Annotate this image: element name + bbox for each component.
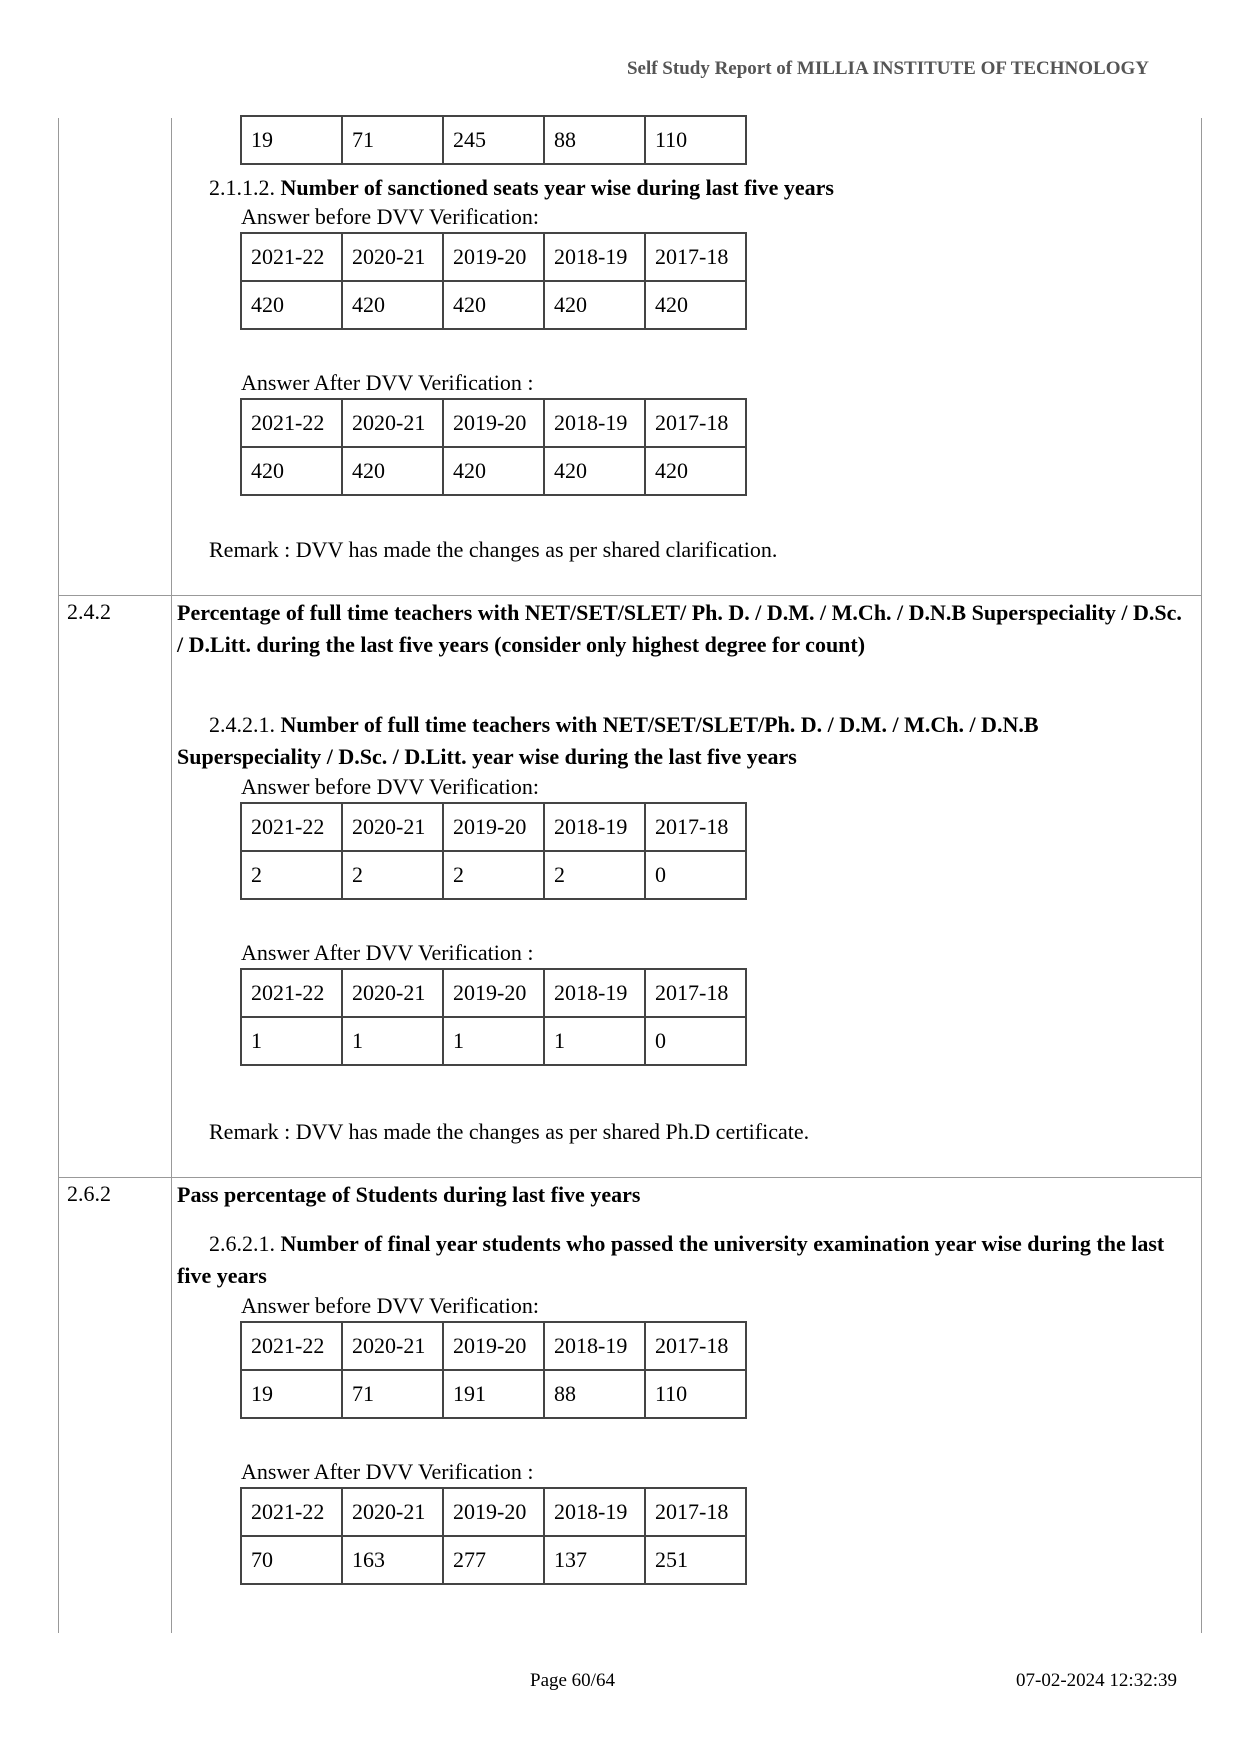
table-cell: 191: [443, 1370, 544, 1418]
year-header: 2017-18: [645, 233, 746, 281]
table-cell: 251: [645, 1536, 746, 1584]
answer-before-table: [240, 1321, 747, 1419]
table-cell: 1: [443, 1017, 544, 1065]
answer-after-table: [240, 1487, 747, 1585]
table-cell: 88: [544, 116, 645, 164]
year-header: 2019-20: [443, 233, 544, 281]
table-cell: 88: [544, 1370, 645, 1418]
answer-after-label: Answer After DVV Verification :: [241, 1459, 534, 1484]
metric-number: 2.6.2: [67, 1181, 111, 1206]
year-header: 2019-20: [443, 803, 544, 851]
sub-metric-code: 2.4.2.1.: [209, 712, 275, 737]
table-cell: 420: [241, 281, 342, 329]
year-header: 2019-20: [443, 1488, 544, 1536]
table-cell: 71: [342, 1370, 443, 1418]
metric-title: Percentage of full time teachers with NET/SET/SLET/ Ph. D. / D.M. / M.Ch. / D.N.B Superspeciality / D.Sc. / D.Litt. during the last five years (consider only highest degree for count): [177, 600, 1182, 657]
page-header: Self Study Report of MILLIA INSTITUTE OF TECHNOLOGY: [626, 58, 1149, 79]
year-header: 2021-22: [241, 1488, 342, 1536]
row-divider: [59, 595, 1201, 596]
answer-before-label: Answer before DVV Verification:: [241, 1293, 539, 1318]
sub-metric-title: Number of full time teachers with NET/SET/SLET/Ph. D. / D.M. / M.Ch. / D.N.B Superspeciality / D.Sc. / D.Litt. year wise during the last five years: [177, 712, 1039, 769]
table-cell: 420: [544, 281, 645, 329]
answer-after-table: [240, 968, 747, 1066]
year-header: 2020-21: [342, 969, 443, 1017]
year-header: 2020-21: [342, 399, 443, 447]
year-header: 2021-22: [241, 1322, 342, 1370]
table-cell: 420: [645, 281, 746, 329]
column-divider: [171, 118, 172, 1633]
table-cell: 420: [241, 447, 342, 495]
remark-text: Remark : DVV has made the changes as per shared Ph.D certificate.: [209, 1119, 810, 1144]
year-header: 2020-21: [342, 803, 443, 851]
year-header: 2017-18: [645, 1488, 746, 1536]
footer-timestamp: 07-02-2024 12:32:39: [1016, 1670, 1177, 1691]
table-cell: 2: [544, 851, 645, 899]
year-header: 2020-21: [342, 1488, 443, 1536]
table-cell: 0: [645, 1017, 746, 1065]
year-header: 2021-22: [241, 803, 342, 851]
table-cell: 420: [645, 447, 746, 495]
answer-before-label: Answer before DVV Verification:: [241, 204, 539, 229]
metric-number: 2.4.2: [67, 599, 111, 624]
answer-after-table: [240, 398, 747, 496]
table-cell: 2: [241, 851, 342, 899]
table-cell: 2: [443, 851, 544, 899]
sub-metric-code: 2.6.2.1.: [209, 1231, 275, 1256]
year-header: 2018-19: [544, 233, 645, 281]
year-header: 2017-18: [645, 969, 746, 1017]
year-header: 2018-19: [544, 399, 645, 447]
sub-metric-heading: [177, 709, 1187, 773]
previous-values-table: [240, 115, 747, 165]
table-cell: 70: [241, 1536, 342, 1584]
row-divider: [59, 1177, 1201, 1178]
table-cell: 420: [544, 447, 645, 495]
answer-before-label: Answer before DVV Verification:: [241, 774, 539, 799]
table-cell: 2: [342, 851, 443, 899]
metric-title: Pass percentage of Students during last five years: [177, 1182, 641, 1207]
sub-metric-title: Number of final year students who passed the university examination year wise during the last five years: [177, 1231, 1165, 1288]
table-cell: 277: [443, 1536, 544, 1584]
table-cell: 1: [342, 1017, 443, 1065]
table-cell: 19: [241, 1370, 342, 1418]
table-cell: 420: [342, 447, 443, 495]
year-header: 2021-22: [241, 969, 342, 1017]
table-cell: 163: [342, 1536, 443, 1584]
table-cell: 420: [443, 447, 544, 495]
year-header: 2018-19: [544, 1322, 645, 1370]
year-header: 2019-20: [443, 399, 544, 447]
sub-metric-title: Number of sanctioned seats year wise during last five years: [280, 175, 834, 200]
table-cell: 71: [342, 116, 443, 164]
year-header: 2018-19: [544, 803, 645, 851]
sub-metric-heading: [209, 172, 1189, 204]
year-header: 2021-22: [241, 233, 342, 281]
table-cell: 420: [443, 281, 544, 329]
table-cell: 1: [544, 1017, 645, 1065]
table-cell: 420: [342, 281, 443, 329]
table-cell: 1: [241, 1017, 342, 1065]
sub-metric-heading: [177, 1228, 1187, 1292]
year-header: 2020-21: [342, 233, 443, 281]
year-header: 2017-18: [645, 1322, 746, 1370]
year-header: 2018-19: [544, 1488, 645, 1536]
answer-after-label: Answer After DVV Verification :: [241, 940, 534, 965]
table-cell: 110: [645, 116, 746, 164]
table-cell: 110: [645, 1370, 746, 1418]
year-header: 2017-18: [645, 803, 746, 851]
table-cell: 19: [241, 116, 342, 164]
year-header: 2017-18: [645, 399, 746, 447]
year-header: 2021-22: [241, 399, 342, 447]
year-header: 2020-21: [342, 1322, 443, 1370]
table-cell: 0: [645, 851, 746, 899]
answer-before-table: [240, 232, 747, 330]
page-number: Page 60/64: [530, 1670, 615, 1691]
sub-metric-code: 2.1.1.2.: [209, 175, 275, 200]
remark-text: Remark : DVV has made the changes as per shared clarification.: [209, 537, 778, 562]
answer-before-table: [240, 802, 747, 900]
year-header: 2019-20: [443, 969, 544, 1017]
year-header: 2019-20: [443, 1322, 544, 1370]
metrics-table: [58, 118, 1202, 1633]
table-cell: 245: [443, 116, 544, 164]
table-cell: 137: [544, 1536, 645, 1584]
year-header: 2018-19: [544, 969, 645, 1017]
answer-after-label: Answer After DVV Verification :: [241, 370, 534, 395]
